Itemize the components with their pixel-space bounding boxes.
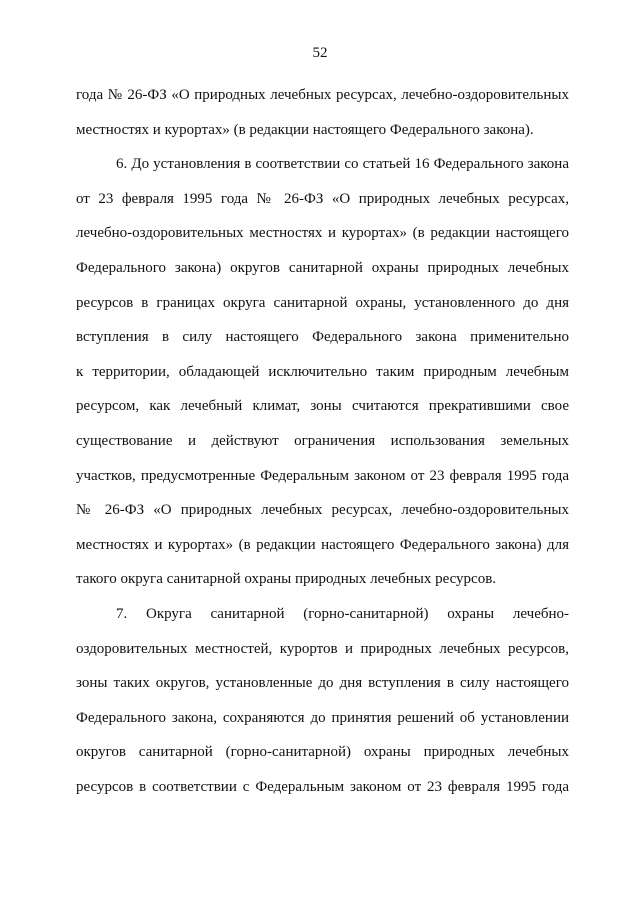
text-line: 7. Округа санитарной (горно-санитарной) охраны лечебно- xyxy=(116,605,569,622)
text-line: оздоровительных местностей, курортов и природных лечебных ресурсов, xyxy=(76,640,569,657)
text-line: Федерального закона, сохраняются до принятия решений об установлении xyxy=(76,709,569,726)
text-line: к территории, обладающей исключительно таким природным лечебным xyxy=(76,363,569,380)
text-line: Федерального закона) округов санитарной охраны природных лечебных xyxy=(76,259,569,276)
text-line: № 26-ФЗ «О природных лечебных ресурсах, лечебно-оздоровительных xyxy=(76,502,569,519)
text-line: зоны таких округов, установленные до дня вступления в силу настоящего xyxy=(76,675,569,692)
text-line: ресурсов в границах округа санитарной охраны, установленного до дня xyxy=(76,294,569,311)
text-line: 6. До установления в соответствии со статьей 16 Федерального закона xyxy=(116,156,569,173)
document-body xyxy=(76,85,569,811)
text-line: существование и действуют ограничения использования земельных xyxy=(76,432,569,449)
text-line: местностях и курортах» (в редакции настоящего Федерального закона) для xyxy=(76,536,569,553)
text-line: лечебно-оздоровительных местностях и курортах» (в редакции настоящего xyxy=(76,225,569,242)
text-line: такого округа санитарной охраны природных лечебных ресурсов. xyxy=(76,571,497,588)
text-line: года № 26-ФЗ «О природных лечебных ресурсах, лечебно-оздоровительных xyxy=(76,87,569,103)
text-line: вступления в силу настоящего Федерального закона применительно xyxy=(76,329,569,346)
text-line: округов санитарной (горно-санитарной) охраны природных лечебных xyxy=(76,744,569,761)
text-line: ресурсом, как лечебный климат, зоны считаются прекратившими свое xyxy=(76,398,569,415)
text-line: местностях и курортах» (в редакции настоящего Федерального закона). xyxy=(76,121,534,138)
text-line: ресурсов в соответствии с Федеральным законом от 23 февраля 1995 года xyxy=(76,778,569,795)
page-number: 52 xyxy=(312,45,328,61)
text-line: участков, предусмотренные Федеральным законом от 23 февраля 1995 года xyxy=(76,467,569,484)
text-line: от 23 февраля 1995 года № 26-ФЗ «О природных лечебных ресурсах, xyxy=(76,190,569,207)
